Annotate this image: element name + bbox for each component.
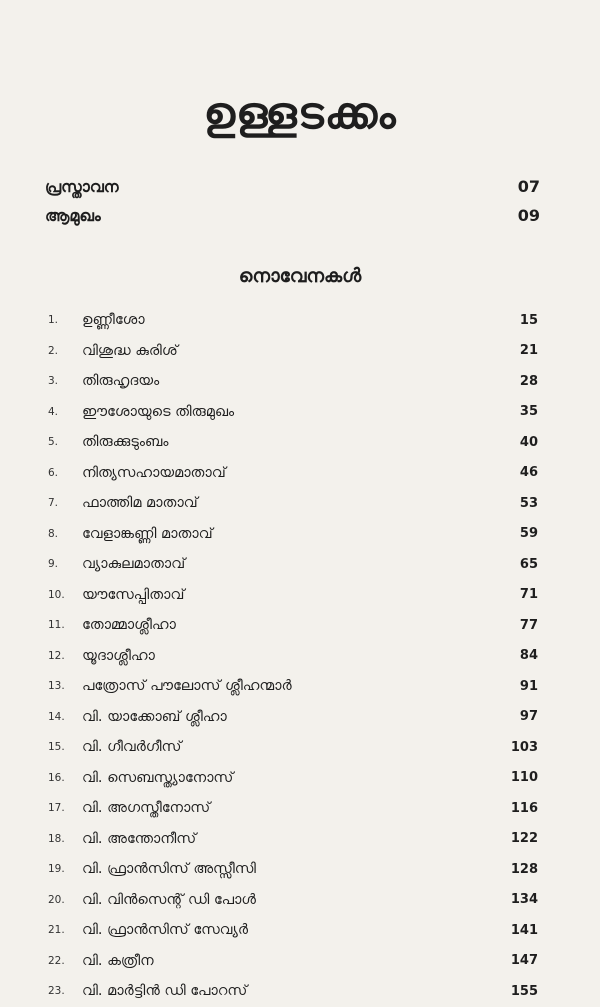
entry-number: 17. [48, 802, 65, 815]
list-item [48, 336, 538, 367]
list-item [48, 427, 538, 458]
list-item [48, 397, 538, 428]
entry-title: വി. അന്തോനീസ് [82, 830, 197, 847]
entry-title: വി. ഗീവർഗീസ് [82, 739, 182, 756]
entry-number: 14. [48, 710, 65, 723]
entry-title: വി. മാർട്ടിൻ ഡി പോറസ് [82, 983, 248, 1000]
front-matter-page: 09 [517, 206, 540, 225]
entry-title: വിശുദ്ധ കുരിശ് [82, 342, 178, 359]
entry-page: 110 [510, 770, 538, 786]
entry-number: 8. [48, 527, 59, 540]
entry-title: വി. ഫ്രാൻസിസ് സേവ്യർ [82, 922, 249, 939]
entry-number: 12. [48, 649, 65, 662]
entry-title: ഈശോയുടെ തിരുമുഖം [82, 403, 235, 420]
list-item [48, 763, 538, 794]
section-title: നൊവേനകൾ [238, 265, 362, 287]
entry-number: 2. [48, 344, 59, 357]
entry-title: നിത്യസഹായമാതാവ് [82, 464, 226, 481]
front-matter-label: ആമുഖം [45, 206, 101, 225]
entry-title: ഫാത്തിമ മാതാവ് [82, 495, 198, 512]
list-item [48, 519, 538, 550]
list-item [48, 824, 538, 855]
list-item [48, 976, 538, 1007]
front-matter-page: 07 [517, 177, 540, 196]
entry-page: 46 [519, 465, 538, 481]
entry-title: ഉണ്ണീശോ [82, 312, 145, 329]
entry-number: 21. [48, 924, 65, 937]
entry-title: തോമ്മാശ്ലീഹാ [82, 617, 176, 634]
entry-title: യൗസേപ്പിതാവ് [82, 586, 185, 603]
entry-title: പത്രോസ് പൗലോസ് ശ്ലീഹന്മാർ [82, 678, 292, 695]
entry-number: 18. [48, 832, 65, 845]
list-item [48, 305, 538, 336]
front-matter-label: പ്രസ്താവന [45, 177, 119, 196]
entry-number: 11. [48, 619, 65, 632]
entry-title: യൂദാശ്ലീഹാ [82, 647, 155, 664]
entry-title: തിരുക്കുടുംബം [82, 434, 169, 451]
entry-title: തിരുഹൃദയം [82, 373, 160, 390]
entry-page: 28 [519, 373, 538, 389]
list-item [48, 854, 538, 885]
list-item [48, 458, 538, 489]
entry-number: 22. [48, 954, 65, 967]
list-item [48, 885, 538, 916]
entry-title: വി. യാക്കോബ് ശ്ലീഹാ [82, 708, 227, 725]
entry-page: 35 [519, 404, 538, 420]
entry-page: 71 [519, 587, 538, 603]
list-item [48, 915, 538, 946]
entry-page: 59 [519, 526, 538, 542]
entry-title: വേളാങ്കണ്ണി മാതാവ് [82, 525, 213, 542]
entry-title: വി. കത്രീന [82, 952, 154, 969]
entry-page: 84 [519, 648, 538, 664]
entry-page: 77 [519, 617, 538, 633]
list-item [48, 946, 538, 977]
contents-list [48, 305, 538, 1007]
entry-number: 3. [48, 375, 59, 388]
entry-number: 16. [48, 771, 65, 784]
list-item [48, 641, 538, 672]
entry-number: 19. [48, 863, 65, 876]
list-item [48, 610, 538, 641]
page-title: ഉള്ളടക്കം [203, 88, 397, 139]
entry-page: 155 [510, 983, 538, 999]
entry-page: 15 [519, 312, 538, 328]
entry-title: വി. അഗസ്തീനോസ് [82, 800, 211, 817]
list-item [48, 732, 538, 763]
entry-page: 116 [510, 800, 538, 816]
entry-number: 7. [48, 497, 59, 510]
entry-title: വി. സെബസ്ത്യാനോസ് [82, 769, 234, 786]
entry-page: 40 [519, 434, 538, 450]
entry-number: 13. [48, 680, 65, 693]
list-item [48, 488, 538, 519]
entry-number: 6. [48, 466, 59, 479]
entry-number: 23. [48, 985, 65, 998]
entry-number: 10. [48, 588, 65, 601]
front-matter-row [45, 177, 540, 197]
list-item [48, 549, 538, 580]
entry-page: 141 [510, 922, 538, 938]
entry-page: 147 [510, 953, 538, 969]
list-item [48, 366, 538, 397]
entry-page: 134 [510, 892, 538, 908]
entry-page: 122 [510, 831, 538, 847]
list-item [48, 702, 538, 733]
entry-number: 4. [48, 405, 59, 418]
entry-number: 5. [48, 436, 59, 449]
entry-page: 97 [519, 709, 538, 725]
entry-page: 103 [510, 739, 538, 755]
entry-page: 65 [519, 556, 538, 572]
entry-page: 91 [519, 678, 538, 694]
entry-page: 53 [519, 495, 538, 511]
entry-page: 128 [510, 861, 538, 877]
entry-number: 15. [48, 741, 65, 754]
entry-number: 9. [48, 558, 59, 571]
front-matter-row [45, 206, 540, 226]
entry-number: 20. [48, 893, 65, 906]
list-item [48, 671, 538, 702]
entry-number: 1. [48, 314, 59, 327]
list-item [48, 580, 538, 611]
entry-title: വി. വിൻസെന്റ് ഡി പോൾ [82, 891, 256, 908]
entry-title: വി. ഫ്രാൻസിസ് അസ്സീസി [82, 861, 256, 878]
entry-title: വ്യാകുലമാതാവ് [82, 556, 186, 573]
entry-page: 21 [519, 343, 538, 359]
list-item [48, 793, 538, 824]
